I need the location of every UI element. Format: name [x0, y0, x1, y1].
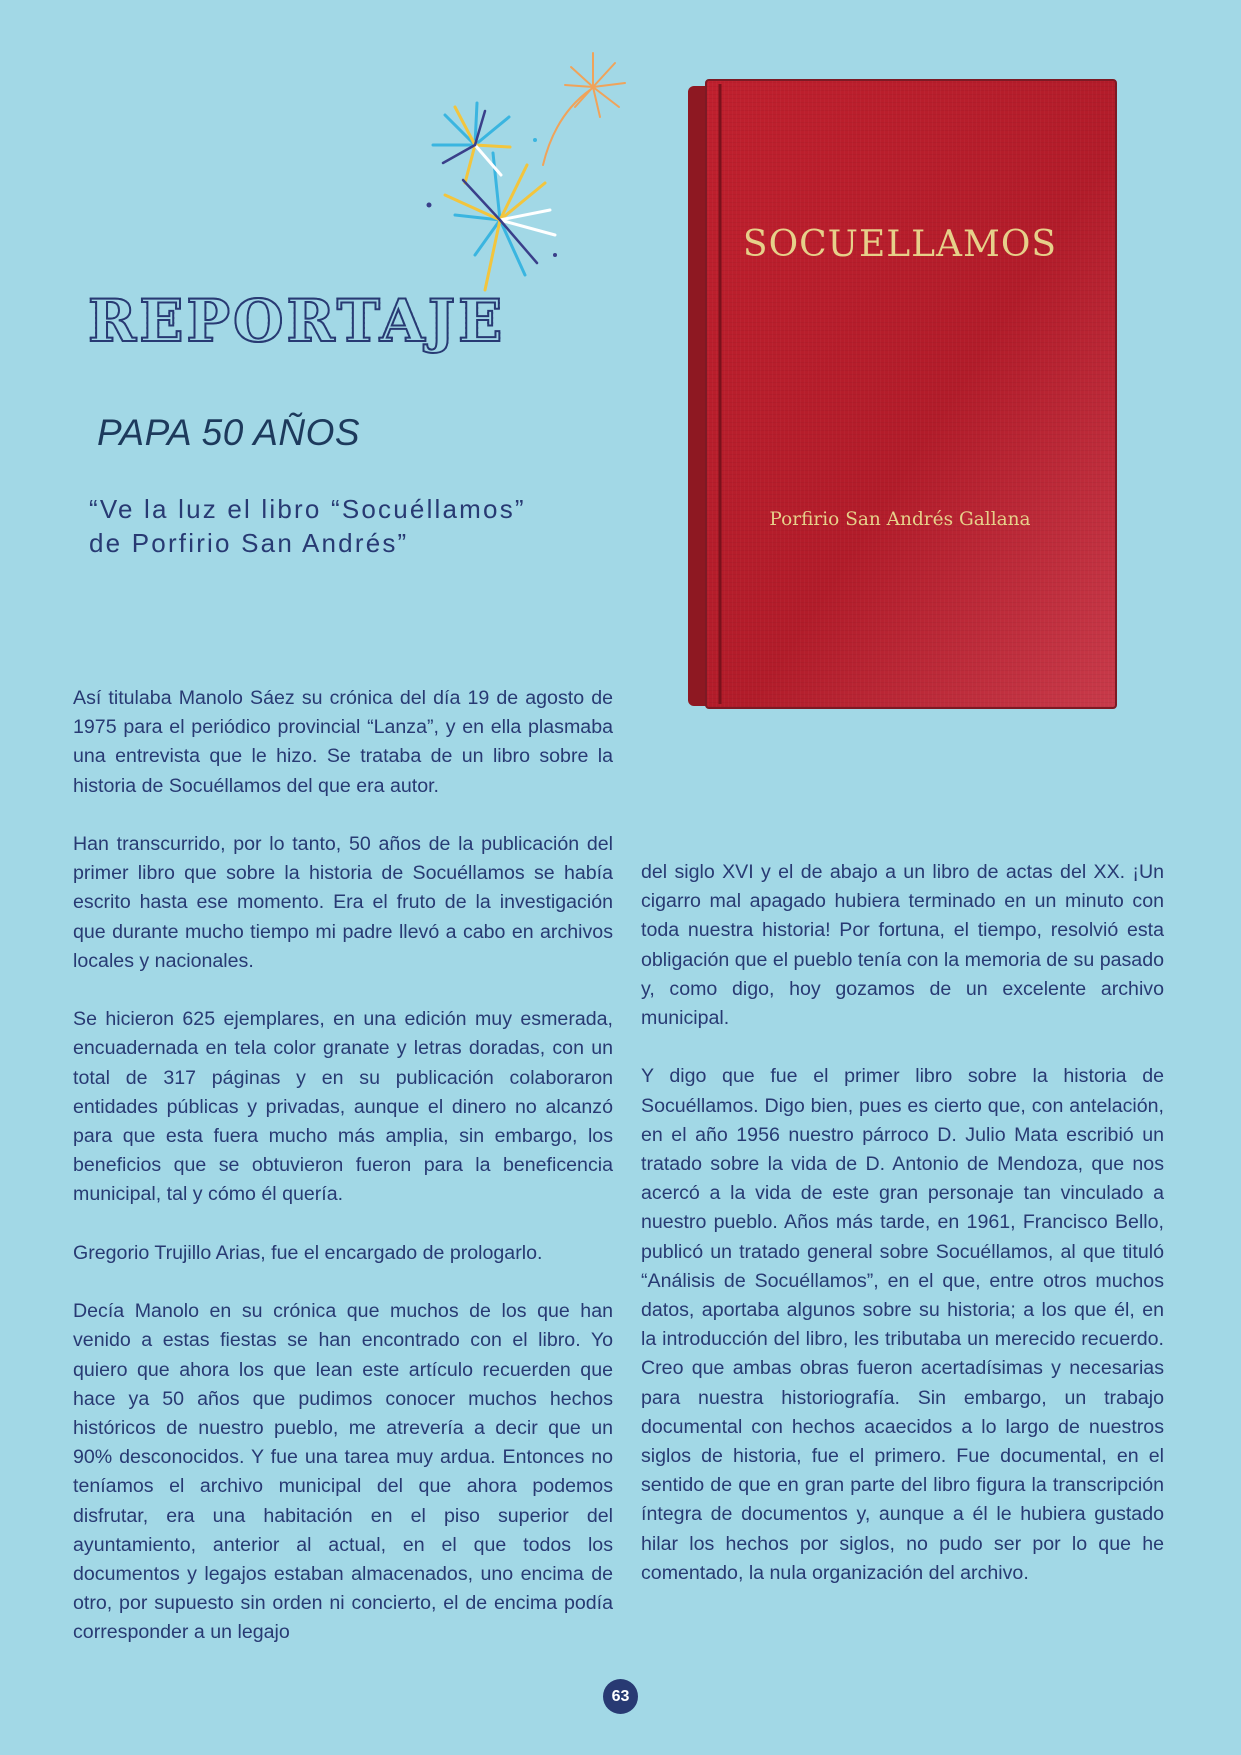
article-column-right — [641, 858, 1164, 1617]
section-title: REPORTAJE — [88, 287, 506, 355]
paragraph: Gregorio Trujillo Arias, fue el encargado de prologarlo. — [73, 1241, 543, 1264]
article-column-left — [73, 684, 613, 1677]
paragraph: Se hicieron 625 ejemplares, en una edición muy esmerada, encuadernada en tela color granate y letras doradas, con un total de 317 páginas y en su publicación colaboraron entidades públicas y privadas, aunque el dinero no alcanzó para que esta fuera mucho más amplia, sin embargo, los beneficios que se obtuvieron fueron para la beneficencia municipal, tal y cómo él quería. — [73, 1008, 613, 1206]
article-headline — [89, 492, 649, 560]
book-author: Porfirio San Andrés Gallana — [769, 509, 1031, 530]
article-subtitle: PAPA 50 AÑOS — [97, 412, 361, 453]
paragraph: del siglo XVI y el de abajo a un libro de actas del XX. ¡Un cigarro mal apagado hubiera terminado en un minuto con toda nuestra historia! Por fortuna, el tiempo, resolvió esta obligación que el pueblo tenía con la memoria de su pasado y, como digo, hoy gozamos de un excelente archivo municipal. — [641, 861, 1164, 1030]
paragraph: Así titulaba Manolo Sáez su crónica del día 19 de agosto de 1975 para el periódico provincial “Lanza”, y en ella plasmaba una entrevista que le hizo. Se trataba de un libro sobre la historia de Socuéllamos del que era autor. — [73, 687, 613, 797]
headline-line-2: de Porfirio San Andrés” — [89, 528, 409, 558]
paragraph: Decía Manolo en su crónica que muchos de los que han venido a estas fiestas se han encontrado con el libro. Yo quiero que ahora los que lean este artículo recuerden que hace ya 50 años que pudimos conocer muchos hechos históricos de nuestro pueblo, me atrevería a decir que un 90% desconocidos. Y fue una tarea muy ardua. Entonces no teníamos el archivo municipal del que ahora podemos disfrutar, era una habitación en el piso superior del ayuntamiento, anterior al actual, en el que todos los documentos y legajos estaban almacenados, uno encima de otro, por supuesto sin orden ni concierto, el de encima podía corresponder a un legajo — [73, 1300, 613, 1644]
fireworks-illustration — [415, 45, 635, 295]
book-cover-image — [688, 78, 1120, 710]
paragraph: Y digo que fue el primer libro sobre la historia de Socuéllamos. Digo bien, pues es cierto que, con antelación, en el año 1956 nuestro párroco D. Julio Mata escribió un tratado sobre la vida de D. Antonio de Mendoza, que nos acercó a la vida de este gran personaje tan vinculado a nuestro pueblo. Años más tarde, en 1961, Francisco Bello, publicó un tratado general sobre Socuéllamos, al que tituló “Análisis de Socuéllamos”, en el que, entre otros muchos datos, aportaba algunos sobre su historia; a los que él, en la introducción del libro, les tributaba un merecido recuerdo. Creo que ambas obras fueron acertadísimas y necesarias para nuestra historiografía. Sin embargo, un trabajo documental con hechos acaecidos a lo largo de nuestros siglos de historia, fue el primero. Fue documental, en el sentido de que en gran parte del libro figura la transcripción íntegra de documentos y, aunque a él le hubiera gustado hilar los hechos por siglos, no pudo ser por lo que he comentado, la nula organización del archivo. — [641, 1065, 1164, 1584]
page-number: 63 — [603, 1679, 638, 1714]
headline-line-1: “Ve la luz el libro “Socuéllamos” — [89, 494, 526, 524]
paragraph: Han transcurrido, por lo tanto, 50 años de la publicación del primer libro que sobre la historia de Socuéllamos se había escrito hasta ese momento. Era el fruto de la investigación que durante mucho tiempo mi padre llevó a cabo en archivos locales y nacionales. — [73, 833, 613, 972]
book-title: SOCUELLAMOS — [742, 224, 1058, 265]
